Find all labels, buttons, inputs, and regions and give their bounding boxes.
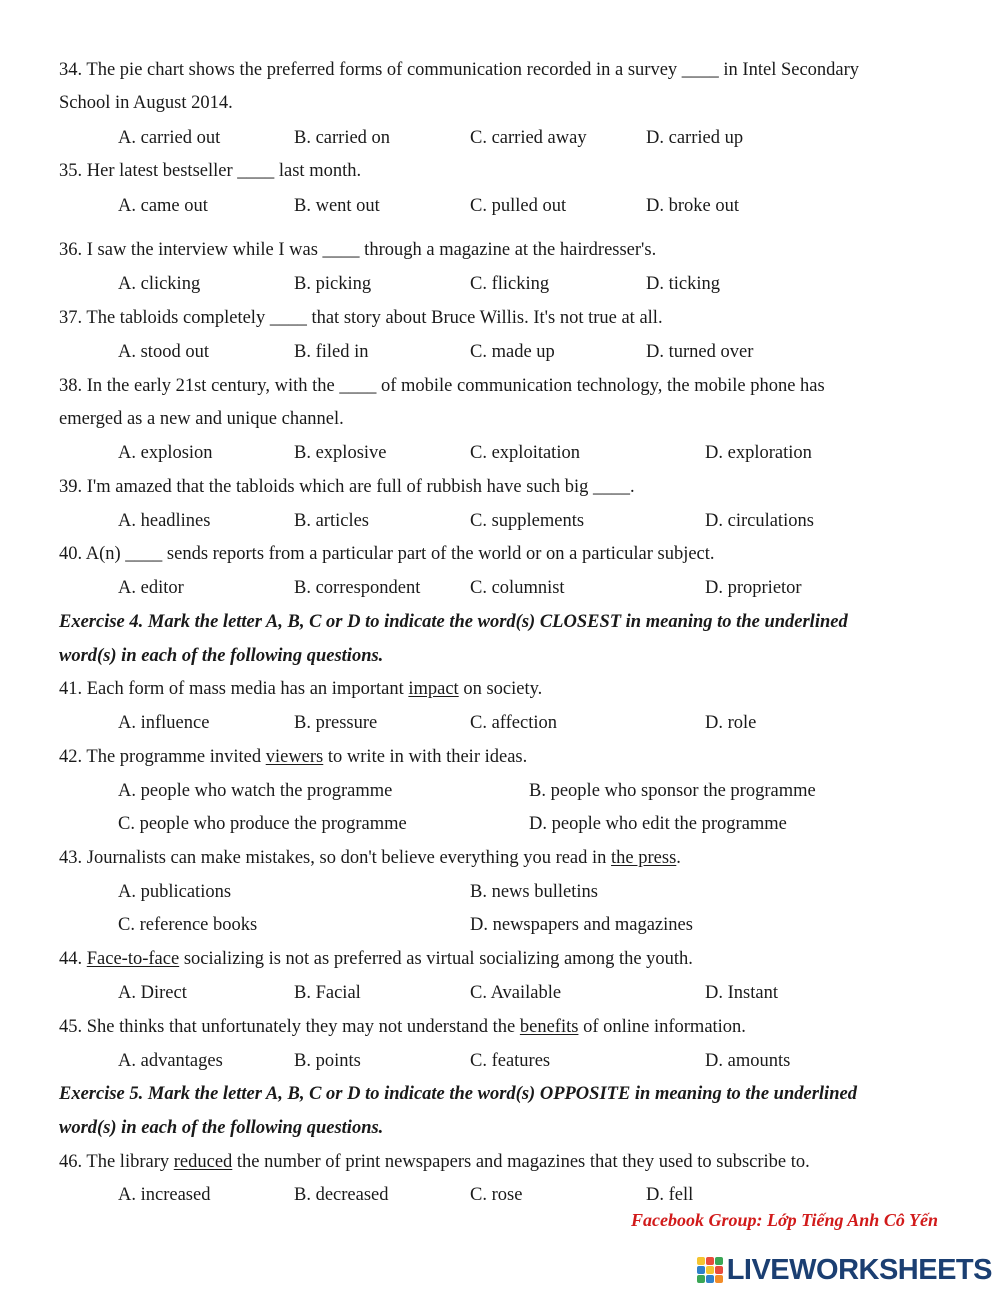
question-41-text: 41. Each form of mass media has an important impact on society. — [59, 679, 543, 699]
question-42-text: 42. The programme invited viewers to write in with their ideas. — [59, 747, 528, 767]
exercise-4-heading: Exercise 4. Mark the letter A, B, C or D to indicate the word(s) CLOSEST in meaning to the underlined — [59, 612, 848, 632]
q37-option-a[interactable]: A. stood out — [118, 342, 209, 362]
underlined-word: viewers — [265, 747, 324, 767]
q40-option-b[interactable]: B. correspondent — [294, 578, 421, 598]
question-35-text: 35. Her latest bestseller ____ last month. — [59, 161, 362, 181]
q38-option-b[interactable]: B. explosive — [294, 443, 387, 463]
question-34-text-cont: School in August 2014. — [59, 93, 233, 113]
underlined-word: reduced — [173, 1152, 233, 1172]
q36-option-c[interactable]: C. flicking — [470, 274, 550, 294]
q35-option-a[interactable]: A. came out — [118, 196, 208, 216]
question-38-text: 38. In the early 21st century, with the ____ of mobile communication technology, the mobile phone has — [59, 376, 825, 396]
q43-option-a[interactable]: A. publications — [118, 882, 232, 902]
liveworksheets-logo-text: LIVEWORKSHEETS — [726, 1253, 992, 1286]
question-44-text: 44. Face-to-face socializing is not as preferred as virtual socializing among the youth. — [59, 949, 693, 969]
q40-option-d[interactable]: D. proprietor — [705, 578, 802, 598]
q41-option-b[interactable]: B. pressure — [294, 713, 378, 733]
q44-option-c[interactable]: C. Available — [470, 983, 562, 1003]
liveworksheets-logo — [697, 1254, 992, 1286]
q45-option-a[interactable]: A. advantages — [118, 1051, 223, 1071]
q41-option-a[interactable]: A. influence — [118, 713, 210, 733]
q37-option-b[interactable]: B. filed in — [294, 342, 369, 362]
q45-option-b[interactable]: B. points — [294, 1051, 361, 1071]
q42-option-d[interactable]: D. people who edit the programme — [529, 814, 787, 834]
q36-option-b[interactable]: B. picking — [294, 274, 372, 294]
q35-option-c[interactable]: C. pulled out — [470, 196, 567, 216]
q44-option-a[interactable]: A. Direct — [118, 983, 187, 1003]
q34-option-d[interactable]: D. carried up — [646, 128, 744, 148]
q46-option-a[interactable]: A. increased — [118, 1185, 211, 1205]
underlined-word: Face-to-face — [86, 949, 180, 969]
q46-option-d[interactable]: D. fell — [646, 1185, 694, 1205]
q46-option-b[interactable]: B. decreased — [294, 1185, 389, 1205]
q39-option-b[interactable]: B. articles — [294, 511, 370, 531]
q41-option-c[interactable]: C. affection — [470, 713, 557, 733]
q39-option-c[interactable]: C. supplements — [470, 511, 585, 531]
question-43-text: 43. Journalists can make mistakes, so don't believe everything you read in the press. — [59, 848, 681, 868]
q37-option-c[interactable]: C. made up — [470, 342, 555, 362]
q41-option-d[interactable]: D. role — [705, 713, 757, 733]
q35-option-d[interactable]: D. broke out — [646, 196, 739, 216]
exercise-5-heading-cont: word(s) in each of the following questions. — [59, 1118, 384, 1138]
question-38-text-cont: emerged as a new and unique channel. — [59, 409, 344, 429]
question-45-text: 45. She thinks that unfortunately they may not understand the benefits of online information. — [59, 1017, 746, 1037]
question-40-text: 40. A(n) ____ sends reports from a particular part of the world or on a particular subject. — [59, 544, 715, 564]
q42-option-b[interactable]: B. people who sponsor the programme — [529, 781, 816, 801]
q43-option-b[interactable]: B. news bulletins — [470, 882, 598, 902]
q43-option-c[interactable]: C. reference books — [118, 915, 258, 935]
q42-option-c[interactable]: C. people who produce the programme — [118, 814, 407, 834]
q45-option-c[interactable]: C. features — [470, 1051, 551, 1071]
q34-option-c[interactable]: C. carried away — [470, 128, 587, 148]
exercise-5-heading: Exercise 5. Mark the letter A, B, C or D to indicate the word(s) OPPOSITE in meaning to the underlined — [59, 1084, 857, 1104]
q35-option-b[interactable]: B. went out — [294, 196, 380, 216]
q45-option-d[interactable]: D. amounts — [705, 1051, 791, 1071]
q34-option-a[interactable]: A. carried out — [118, 128, 221, 148]
q44-option-d[interactable]: D. Instant — [705, 983, 778, 1003]
underlined-word: impact — [408, 679, 459, 699]
q38-option-a[interactable]: A. explosion — [118, 443, 213, 463]
question-46-text: 46. The library reduced the number of print newspapers and magazines that they used to subscribe to. — [59, 1152, 810, 1172]
facebook-group-credit: Facebook Group: Lớp Tiếng Anh Cô Yến — [630, 1210, 938, 1230]
q38-option-d[interactable]: D. exploration — [705, 443, 812, 463]
q36-option-a[interactable]: A. clicking — [118, 274, 201, 294]
question-37-text: 37. The tabloids completely ____ that story about Bruce Willis. It's not true at all. — [59, 308, 663, 328]
q40-option-c[interactable]: C. columnist — [470, 578, 565, 598]
q36-option-d[interactable]: D. ticking — [646, 274, 720, 294]
q39-option-d[interactable]: D. circulations — [705, 511, 814, 531]
q42-option-a[interactable]: A. people who watch the programme — [118, 781, 393, 801]
exercise-4-heading-cont: word(s) in each of the following questions. — [59, 646, 384, 666]
q39-option-a[interactable]: A. headlines — [118, 511, 211, 531]
question-34-text: 34. The pie chart shows the preferred forms of communication recorded in a survey ____ in Intel Secondary — [59, 60, 860, 80]
q46-option-c[interactable]: C. rose — [470, 1185, 523, 1205]
q37-option-d[interactable]: D. turned over — [646, 342, 754, 362]
underlined-word: benefits — [519, 1017, 579, 1037]
question-36-text: 36. I saw the interview while I was ____ through a magazine at the hairdresser's. — [59, 240, 657, 260]
q43-option-d[interactable]: D. newspapers and magazines — [470, 915, 693, 935]
underlined-word: the press — [611, 848, 677, 868]
q44-option-b[interactable]: B. Facial — [294, 983, 361, 1003]
q38-option-c[interactable]: C. exploitation — [470, 443, 580, 463]
question-39-text: 39. I'm amazed that the tabloids which are full of rubbish have such big ____. — [59, 477, 635, 497]
q40-option-a[interactable]: A. editor — [118, 578, 184, 598]
q34-option-b[interactable]: B. carried on — [294, 128, 391, 148]
liveworksheets-logo-icon — [697, 1257, 723, 1283]
